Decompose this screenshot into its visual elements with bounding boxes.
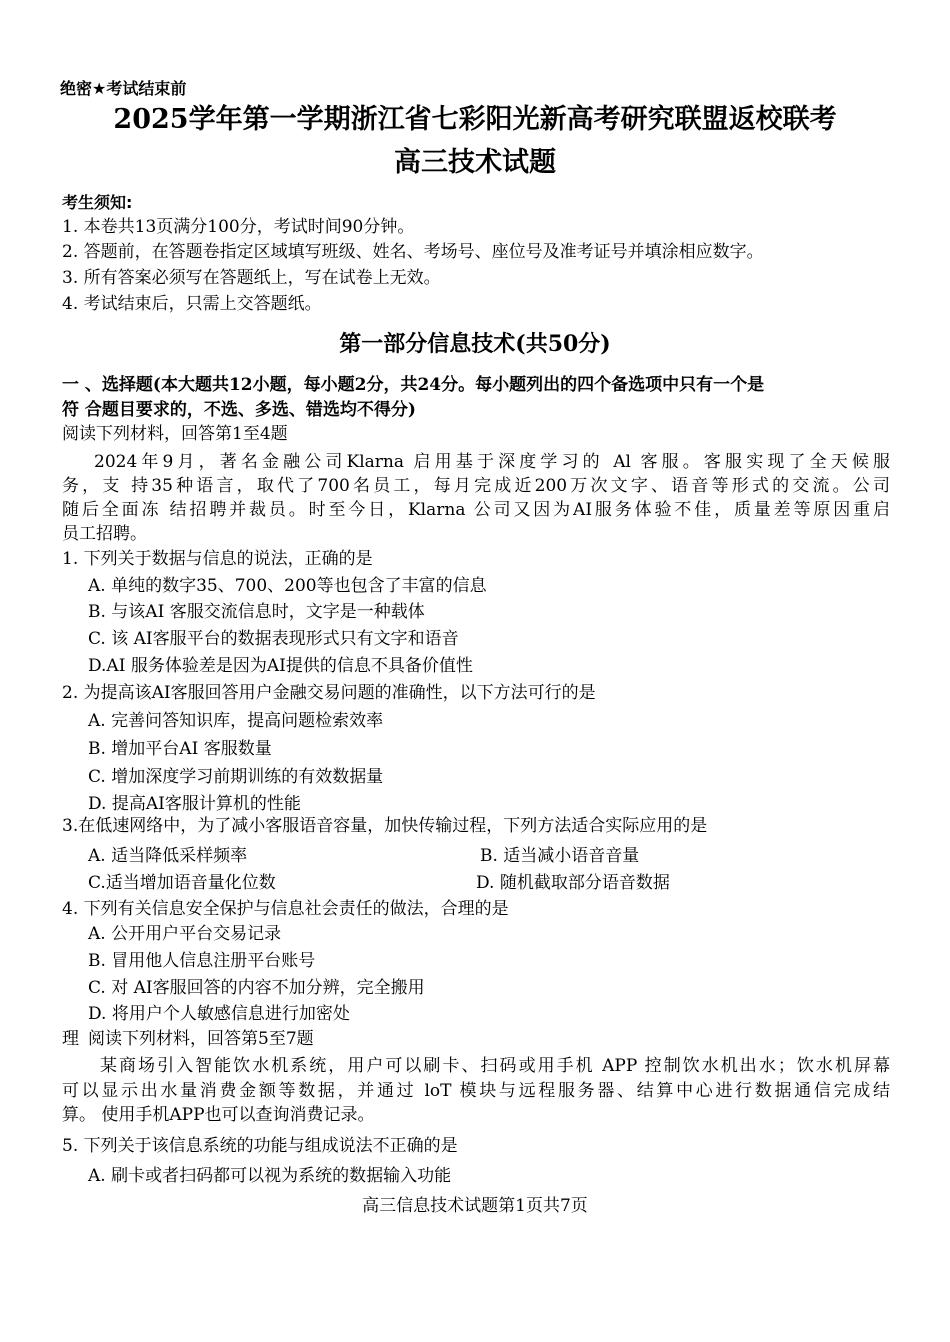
- question-2-option: B. 增加平台AI 客服数量: [88, 739, 272, 759]
- notice-heading: 考生须知:: [62, 193, 133, 212]
- question-3-option: B. 适当减小语音音量: [480, 846, 640, 866]
- material-line: 务，支 持35种语言，取代了700名员工，每月完成近200万次文字、语音等形式的交流。公司: [62, 476, 890, 496]
- question-5-stem: 5. 下列关于该信息系统的功能与组成说法不正确的是: [62, 1136, 458, 1156]
- question-2-option: C. 增加深度学习前期训练的有效数据量: [88, 767, 384, 787]
- section-heading: 一 、选择题(本大题共12小题，每小题2分，共24分。每小题列出的四个备选项中只有一个是: [62, 375, 765, 395]
- part-title: 第一部分信息技术(共50分): [339, 331, 611, 357]
- material-line: 某商场引入智能饮水机系统，用户可以刷卡、扫码或用手机 APP 控制饮水机出水；饮水机屏幕: [100, 1056, 890, 1076]
- question-4-option: A. 公开用户平台交易记录: [88, 924, 282, 944]
- material-intro: 阅读下列材料，回答第1至4题: [62, 424, 288, 444]
- material-line: 算。 使用手机APP也可以查询消费记录。: [62, 1105, 375, 1125]
- notice-item: 2. 答题前，在答题卷指定区域填写班级、姓名、考场号、座位号及准考证号并填涂相应数字。: [62, 242, 764, 262]
- question-1-option: D.AI 服务体验差是因为AI提供的信息不具备价值性: [88, 656, 473, 676]
- confidential-mark: 绝密★考试结束前: [60, 79, 187, 98]
- question-2-stem: 2. 为提高该AI客服回答用户金融交易问题的准确性，以下方法可行的是: [62, 683, 596, 703]
- question-4-option: B. 冒用他人信息注册平台账号: [88, 951, 316, 971]
- question-5-option: A. 刷卡或者扫码都可以视为系统的数据输入功能: [88, 1166, 452, 1186]
- question-1-option: C. 该 AI客服平台的数据表现形式只有文字和语音: [88, 629, 459, 649]
- page-footer: 高三信息技术试题第1页共7页: [362, 1196, 588, 1216]
- material-line: 2024年9月，著名金融公司Klarna 启用基于深度学习的 Al 客服。客服实现了全天候服: [94, 452, 890, 472]
- question-3-option: D. 随机截取部分语音数据: [476, 873, 670, 893]
- section-heading-cont: 符 合题目要求的，不选、多选、错选均不得分): [62, 400, 416, 420]
- question-4-stem: 4. 下列有关信息安全保护与信息社会责任的做法，合理的是: [62, 899, 509, 919]
- question-1-option: A. 单纯的数字35、700、200等也包含了丰富的信息: [88, 576, 487, 596]
- material-line: 可以显示出水量消费金额等数据，并通过 loT 模块与远程服务器、结算中心进行数据通信完成结: [62, 1081, 890, 1101]
- question-3-stem: 3.在低速网络中，为了减小客服语音容量，加快传输过程，下列方法适合实际应用的是: [62, 816, 708, 836]
- question-2-option: A. 完善问答知识库，提高问题检索效率: [88, 711, 384, 731]
- notice-item: 4. 考试结束后，只需上交答题纸。: [62, 294, 322, 314]
- question-4-option: D. 将用户个人敏感信息进行加密处: [88, 1004, 350, 1024]
- question-3-option: A. 适当降低采样频率: [88, 846, 248, 866]
- exam-title: 2025学年第一学期浙江省七彩阳光新高考研究联盟返校联考: [113, 104, 837, 135]
- notice-item: 3. 所有答案必须写在答题纸上，写在试卷上无效。: [62, 268, 441, 288]
- material-intro: 阅读下列材料，回答第5至7题: [88, 1029, 314, 1049]
- question-1-stem: 1. 下列关于数据与信息的说法，正确的是: [62, 549, 373, 569]
- material-line: 随后全面冻 结招聘并裁员。时至今日，Klarna 公司又因为AI服务体验不佳，质量差等原因重启: [62, 500, 890, 520]
- material-line: 员工招聘。: [62, 524, 147, 544]
- exam-subtitle: 高三技术试题: [394, 147, 556, 178]
- question-4-option: C. 对 AI客服回答的内容不加分辨，完全搬用: [88, 978, 425, 998]
- question-2-option: D. 提高AI客服计算机的性能: [88, 794, 301, 814]
- question-3-option: C.适当增加语音量化位数: [88, 873, 276, 893]
- question-4-option-tail: 理: [62, 1029, 79, 1049]
- notice-item: 1. 本卷共13页满分100分，考试时间90分钟。: [62, 217, 415, 237]
- question-1-option: B. 与该AI 客服交流信息时，文字是一种载体: [88, 602, 425, 622]
